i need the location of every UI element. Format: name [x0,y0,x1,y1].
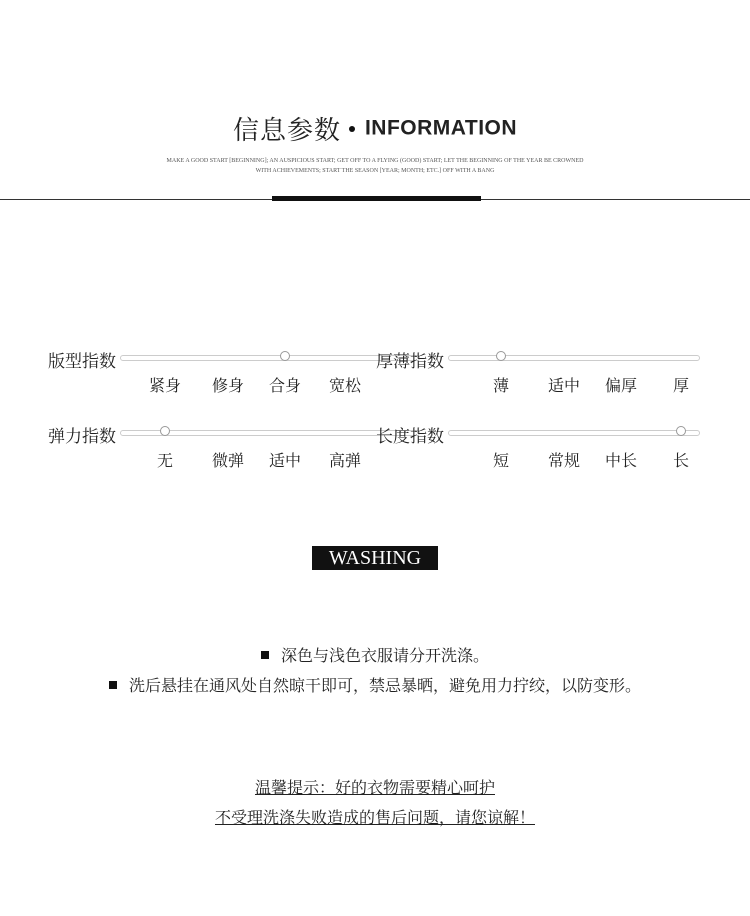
subtitle-line-2: WITH ACHIEVEMENTS; START THE SEASON [YEAR; MONTH; ETC.] OFF WITH A BANG [255,168,495,174]
param-option: 宽松 [328,376,362,395]
title-en: INFORMATION [364,116,518,140]
header [0,0,750,210]
param-option: 薄 [492,376,510,395]
divider-accent [272,196,481,201]
param-knob [280,351,290,361]
param-track [120,355,420,361]
param-option: 高弹 [328,451,362,470]
param-option: 修身 [211,376,245,395]
wash-tip-text: 洗后悬挂在通风处自然晾干即可，禁忌暴晒，避免用力拧绞，以防变形。 [128,676,641,695]
care-note-line-2: 不受理洗涤失败造成的售后问题，请您谅解！ [214,808,535,827]
param-option: 紧身 [148,376,182,395]
bullet-square-icon [261,651,269,659]
care-note [0,805,750,828]
param-thickness [376,347,706,407]
care-note [0,775,750,798]
param-stretch [48,422,378,482]
param-option: 中长 [604,451,638,470]
subtitle-line-1: MAKE A GOOD START [BEGINNING]; AN AUSPICIOUS START; GET OFF TO A FLYING (GOOD) START; LET THE BEGINNING OF THE YEAR BE CROWNED [166,158,584,164]
param-option: 微弹 [211,451,245,470]
param-knob [676,426,686,436]
wash-tip [0,643,750,666]
param-track [448,430,700,436]
param-option: 厚 [672,376,690,395]
wash-tip [0,673,750,696]
param-knob [496,351,506,361]
param-label: 厚薄指数 [376,352,444,372]
wash-tip-text: 深色与浅色衣服请分开洗涤。 [280,646,489,665]
param-option: 常规 [547,451,581,470]
washing-title: WASHING [312,546,438,570]
param-option: 适中 [268,451,302,470]
bullet-square-icon [109,681,117,689]
param-track [448,355,700,361]
param-label: 长度指数 [376,427,444,447]
param-knob [160,426,170,436]
param-length [376,422,706,482]
param-label: 版型指数 [48,352,116,372]
title-cn: 信息参数 [232,116,341,146]
param-label: 弹力指数 [48,427,116,447]
param-option: 长 [672,451,690,470]
care-note-line-1: 温馨提示：好的衣物需要精心呵护 [254,778,495,797]
param-option: 适中 [547,376,581,395]
param-option: 偏厚 [604,376,638,395]
page-title [0,110,750,147]
subtitle [0,156,750,176]
param-fit [48,347,378,407]
title-dot [349,126,355,132]
param-option: 合身 [268,376,302,395]
param-option: 无 [156,451,174,470]
param-option: 短 [492,451,510,470]
